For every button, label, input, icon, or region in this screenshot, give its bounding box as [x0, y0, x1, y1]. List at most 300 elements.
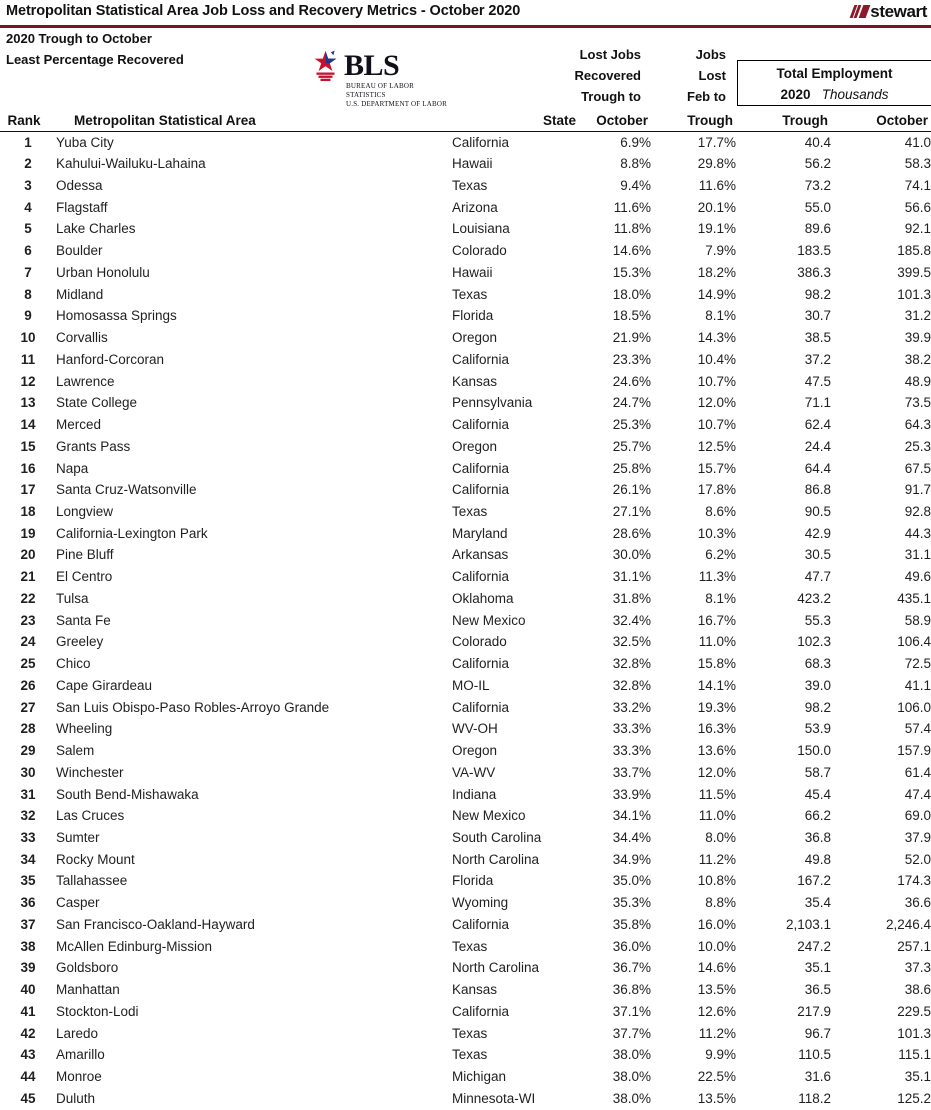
column-header-emp-trough: Trough	[736, 109, 831, 131]
table-cell-emp-october: 92.8	[904, 503, 931, 519]
table-cell-pct-lost: 15.7%	[697, 460, 736, 476]
table-cell-state: Oregon	[452, 743, 498, 759]
table-cell-emp-trough: 36.8	[804, 830, 831, 845]
table-cell-rank: 33	[20, 830, 36, 845]
table-row	[0, 566, 931, 588]
table-cell-msa: Laredo	[56, 1025, 99, 1041]
table-cell-pct-recovered: 18.0%	[612, 286, 651, 302]
table-cell-pct-lost: 14.9%	[697, 286, 736, 302]
table-cell-pct-lost: 19.3%	[697, 699, 736, 715]
table-cell-pct-recovered: 33.2%	[612, 699, 651, 715]
total-employment-units: Thousands	[821, 87, 889, 102]
table-row	[0, 218, 931, 240]
table-cell-msa: Wheeling	[56, 721, 113, 737]
table-cell-pct-recovered: 32.8%	[612, 656, 651, 672]
table-cell-pct-lost: 16.3%	[697, 721, 736, 737]
table-cell-pct-recovered: 32.5%	[612, 634, 651, 650]
group-header-line-1: Lost Jobs	[579, 47, 641, 62]
table-cell-emp-october: 157.9	[897, 743, 931, 759]
column-header-pct-recovered: October	[578, 109, 651, 131]
title-bar	[0, 0, 931, 25]
table-cell-rank: 13	[20, 395, 36, 411]
table-cell-msa: Sumter	[56, 830, 100, 845]
table-cell-emp-trough: 73.2	[804, 177, 831, 193]
table-cell-rank: 30	[20, 764, 36, 780]
table-cell-rank: 12	[20, 373, 36, 389]
table-cell-msa: South Bend-Mishawaka	[56, 786, 199, 802]
table-cell-state: California	[452, 916, 510, 932]
group-header-line-3: Feb to	[687, 89, 726, 104]
table-row	[0, 805, 931, 827]
table-cell-state: Oregon	[452, 330, 498, 346]
table-cell-pct-lost: 6.2%	[705, 547, 736, 563]
table-cell-rank: 18	[20, 503, 36, 519]
table-cell-rank: 44	[20, 1069, 36, 1085]
table-cell-state: California	[452, 351, 510, 367]
table-cell-pct-recovered: 36.7%	[612, 960, 651, 976]
total-employment-year: 2020	[780, 87, 811, 102]
table-row	[0, 175, 931, 197]
table-cell-emp-trough: 386.3	[797, 264, 831, 280]
table-row	[0, 892, 931, 914]
table-cell-state: Florida	[452, 873, 494, 889]
table-cell-emp-october: 35.1	[904, 1069, 931, 1085]
table-row	[0, 501, 931, 523]
table-cell-state: New Mexico	[452, 612, 526, 628]
table-cell-emp-october: 41.0	[904, 134, 931, 150]
table-cell-emp-trough: 56.2	[804, 156, 831, 172]
table-cell-state: California	[452, 1003, 510, 1019]
table-row	[0, 371, 931, 393]
table-cell-emp-october: 48.9	[904, 373, 931, 389]
table-row	[0, 827, 931, 849]
table-row	[0, 631, 931, 653]
table-cell-emp-october: 67.5	[904, 460, 931, 476]
table-cell-state: California	[452, 699, 510, 715]
table-cell-pct-recovered: 6.9%	[620, 134, 651, 150]
table-cell-pct-lost: 10.4%	[697, 351, 736, 367]
table-cell-rank: 9	[24, 308, 32, 324]
table-cell-emp-october: 41.1	[904, 677, 931, 693]
table-cell-rank: 1	[24, 134, 32, 150]
table-cell-state: Maryland	[452, 525, 508, 541]
table-cell-pct-recovered: 37.7%	[612, 1025, 651, 1041]
table-cell-emp-october: 38.2	[904, 351, 931, 367]
table-cell-pct-recovered: 35.8%	[612, 916, 651, 932]
table-cell-pct-recovered: 33.3%	[612, 743, 651, 759]
table-cell-emp-trough: 90.5	[804, 503, 831, 519]
table-cell-emp-october: 174.3	[897, 873, 931, 889]
subtitle-sort: Least Percentage Recovered	[6, 52, 184, 67]
table-cell-emp-trough: 66.2	[804, 808, 831, 824]
table-cell-emp-october: 91.7	[904, 482, 931, 498]
table-cell-msa: El Centro	[56, 569, 113, 585]
table-cell-state: Oregon	[452, 438, 498, 454]
table-cell-pct-recovered: 33.3%	[612, 721, 651, 737]
table-cell-emp-trough: 110.5	[798, 1047, 831, 1063]
subtitle-block	[6, 28, 184, 70]
column-header-msa: Metropolitan Statistical Area	[56, 109, 452, 131]
table-cell-emp-october: 56.6	[904, 199, 931, 215]
table-cell-msa: Grants Pass	[56, 438, 131, 454]
table-cell-state: New Mexico	[452, 808, 526, 824]
column-header-pct-lost: Trough	[651, 109, 736, 131]
table-cell-emp-trough: 24.4	[804, 438, 831, 454]
table-cell-msa: Flagstaff	[56, 199, 108, 215]
table-cell-rank: 40	[20, 982, 36, 998]
total-employment-title: Total Employment	[776, 66, 893, 81]
stewart-logo	[852, 1, 927, 21]
table-cell-msa: Homosassa Springs	[56, 308, 177, 324]
table-row	[0, 414, 931, 436]
table-cell-rank: 14	[20, 417, 36, 433]
table-cell-pct-recovered: 25.7%	[612, 438, 651, 454]
table-cell-pct-recovered: 11.6%	[613, 199, 651, 215]
table-cell-msa: Corvallis	[56, 330, 108, 346]
table-cell-emp-trough: 62.4	[804, 417, 831, 433]
table-cell-emp-october: 36.6	[904, 895, 931, 911]
table-cell-msa: Santa Cruz-Watsonville	[56, 482, 197, 498]
table-cell-emp-trough: 30.7	[804, 308, 831, 324]
table-cell-emp-october: 257.1	[897, 938, 931, 954]
table-row	[0, 240, 931, 262]
table-cell-pct-lost: 20.1%	[697, 199, 736, 215]
table-cell-msa: Lake Charles	[56, 221, 136, 237]
group-header-lost-jobs-recovered	[568, 44, 641, 107]
table-cell-pct-recovered: 35.3%	[612, 895, 651, 911]
table-cell-pct-recovered: 32.8%	[612, 677, 651, 693]
table-row	[0, 153, 931, 175]
table-cell-pct-recovered: 35.0%	[612, 873, 651, 889]
bls-department-line: U.S. DEPARTMENT OF LABOR	[346, 100, 448, 108]
table-cell-state: Texas	[452, 503, 488, 519]
table-cell-state: Colorado	[452, 634, 507, 650]
table-cell-state: California	[452, 656, 510, 672]
table-cell-emp-trough: 423.2	[797, 590, 831, 606]
table-row	[0, 740, 931, 762]
table-row	[0, 762, 931, 784]
table-cell-state: California	[452, 460, 510, 476]
table-cell-emp-october: 37.3	[904, 960, 931, 976]
table-cell-msa: Casper	[56, 895, 100, 911]
table-cell-msa: San Francisco-Oakland-Hayward	[56, 916, 255, 932]
table-cell-emp-trough: 42.9	[804, 525, 831, 541]
table-cell-pct-lost: 12.0%	[697, 395, 736, 411]
table-cell-state: Minnesota-WI	[452, 1090, 536, 1106]
table-cell-msa: Hanford-Corcoran	[56, 351, 165, 367]
table-cell-rank: 16	[20, 460, 36, 476]
table-cell-pct-lost: 11.0%	[698, 808, 736, 824]
table-cell-state: Florida	[452, 308, 494, 324]
table-cell-msa: Salem	[56, 743, 95, 759]
table-cell-emp-trough: 71.1	[804, 395, 831, 411]
table-cell-pct-lost: 13.6%	[697, 743, 736, 759]
table-cell-rank: 35	[20, 873, 36, 889]
bls-star-icon	[308, 50, 342, 82]
total-employment-units-line	[738, 84, 931, 105]
table-cell-pct-recovered: 37.1%	[612, 1003, 651, 1019]
table-cell-emp-october: 74.1	[904, 177, 931, 193]
table-cell-pct-recovered: 31.8%	[612, 590, 651, 606]
table-cell-pct-recovered: 34.1%	[612, 808, 651, 824]
table-row	[0, 697, 931, 719]
table-cell-msa: Amarillo	[56, 1047, 105, 1063]
table-cell-pct-lost: 15.8%	[697, 656, 736, 672]
table-cell-pct-recovered: 21.9%	[612, 330, 651, 346]
table-header-row	[0, 109, 931, 131]
table-cell-state: Hawaii	[452, 156, 493, 172]
table-cell-emp-trough: 98.2	[804, 699, 831, 715]
table-cell-msa: Rocky Mount	[56, 851, 135, 867]
table-cell-emp-trough: 183.5	[797, 243, 831, 259]
table-cell-rank: 11	[20, 351, 36, 367]
table-cell-pct-lost: 8.8%	[705, 895, 736, 911]
table-cell-pct-lost: 10.3%	[697, 525, 736, 541]
table-cell-pct-lost: 16.7%	[697, 612, 736, 628]
table-cell-pct-recovered: 24.7%	[612, 395, 651, 411]
table-row	[0, 936, 931, 958]
table-cell-state: California	[452, 134, 510, 150]
table-row	[0, 392, 931, 414]
table-cell-pct-recovered: 24.6%	[612, 373, 651, 389]
table-cell-emp-october: 44.3	[904, 525, 931, 541]
table-cell-rank: 8	[24, 286, 32, 302]
stewart-wordmark: stewart	[870, 1, 927, 21]
table-cell-emp-trough: 39.0	[804, 677, 831, 693]
table-row	[0, 1088, 931, 1110]
table-cell-rank: 22	[20, 590, 36, 606]
table-cell-pct-recovered: 31.1%	[612, 569, 651, 585]
table-cell-emp-trough: 89.6	[804, 221, 831, 237]
table-cell-emp-october: 52.0	[904, 851, 931, 867]
table-cell-rank: 6	[24, 243, 32, 259]
table-cell-emp-october: 38.6	[904, 982, 931, 998]
table-cell-pct-recovered: 38.0%	[612, 1090, 651, 1106]
table-cell-state: Colorado	[452, 243, 507, 259]
table-cell-pct-recovered: 34.4%	[612, 830, 651, 845]
table-cell-pct-lost: 11.6%	[698, 177, 736, 193]
table-cell-emp-october: 101.3	[897, 1025, 931, 1041]
table-cell-pct-lost: 17.8%	[697, 482, 736, 498]
table-cell-pct-lost: 11.2%	[698, 1025, 736, 1041]
table-cell-emp-trough: 30.5	[804, 547, 831, 563]
bls-bureau-line: BUREAU OF LABOR STATISTICS	[346, 82, 414, 99]
table-cell-emp-trough: 31.6	[804, 1069, 831, 1085]
table-cell-emp-trough: 102.3	[797, 634, 831, 650]
table-cell-emp-october: 115.1	[898, 1047, 931, 1063]
table-cell-rank: 38	[20, 938, 36, 954]
table-cell-msa: Boulder	[56, 243, 103, 259]
table-cell-rank: 41	[20, 1003, 36, 1019]
table-cell-emp-trough: 86.8	[804, 482, 831, 498]
group-header-jobs-lost	[653, 44, 726, 107]
table-row	[0, 914, 931, 936]
table-cell-rank: 25	[20, 656, 36, 672]
table-cell-pct-lost: 19.1%	[697, 221, 736, 237]
table-row	[0, 1001, 931, 1023]
table-cell-pct-recovered: 11.8%	[613, 221, 651, 237]
table-row	[0, 458, 931, 480]
table-cell-rank: 17	[20, 482, 36, 498]
table-cell-state: Texas	[452, 1047, 488, 1063]
table-cell-pct-recovered: 14.6%	[612, 243, 651, 259]
table-cell-msa: Yuba City	[56, 134, 114, 150]
table-cell-state: North Carolina	[452, 960, 540, 976]
table-cell-msa: Lawrence	[56, 373, 115, 389]
table-cell-pct-recovered: 25.8%	[612, 460, 651, 476]
table-cell-rank: 7	[24, 264, 32, 280]
table-cell-state: Wyoming	[452, 895, 509, 911]
table-cell-state: North Carolina	[452, 851, 540, 867]
table-row	[0, 262, 931, 284]
table-cell-emp-trough: 55.3	[804, 612, 831, 628]
table-cell-rank: 15	[20, 438, 36, 454]
column-header-state: State	[452, 109, 578, 131]
table-cell-pct-recovered: 9.4%	[620, 177, 651, 193]
table-cell-pct-lost: 9.9%	[705, 1047, 736, 1063]
table-cell-emp-october: 37.9	[904, 830, 931, 845]
subtitle-period: 2020 Trough to October	[6, 31, 152, 46]
table-cell-pct-recovered: 34.9%	[612, 851, 651, 867]
table-cell-pct-recovered: 25.3%	[612, 417, 651, 433]
table-cell-msa: Monroe	[56, 1069, 102, 1085]
table-cell-pct-lost: 10.7%	[697, 373, 736, 389]
table-cell-state: VA-WV	[452, 764, 496, 780]
table-cell-rank: 2	[24, 156, 32, 172]
table-cell-pct-lost: 13.5%	[697, 1090, 736, 1106]
total-employment-group-box	[737, 60, 931, 106]
table-cell-pct-lost: 17.7%	[697, 134, 736, 150]
table-row	[0, 588, 931, 610]
table-cell-state: South Carolina	[452, 830, 542, 845]
table-cell-emp-trough: 47.5	[804, 373, 831, 389]
table-cell-state: Kansas	[452, 373, 498, 389]
group-header-line-2: Lost	[698, 68, 726, 83]
table-cell-emp-october: 47.4	[904, 786, 931, 802]
table-cell-emp-october: 101.3	[897, 286, 931, 302]
table-cell-emp-trough: 40.4	[804, 134, 831, 150]
table-cell-emp-trough: 55.0	[804, 199, 831, 215]
table-row	[0, 718, 931, 740]
table-cell-emp-trough: 68.3	[804, 656, 831, 672]
table-cell-rank: 29	[20, 743, 36, 759]
table-cell-msa: Odessa	[56, 177, 103, 193]
table-cell-state: WV-OH	[452, 721, 498, 737]
table-cell-pct-recovered: 33.9%	[612, 786, 651, 802]
table-cell-pct-recovered: 23.3%	[612, 351, 651, 367]
metrics-table	[0, 109, 931, 1110]
table-cell-msa: Cape Girardeau	[56, 677, 153, 693]
table-cell-emp-october: 69.0	[904, 808, 931, 824]
table-cell-emp-trough: 49.8	[804, 851, 831, 867]
table-row	[0, 523, 931, 545]
table-cell-emp-trough: 58.7	[804, 764, 831, 780]
table-cell-rank: 10	[20, 330, 36, 346]
table-cell-pct-lost: 10.0%	[697, 938, 736, 954]
table-cell-emp-october: 73.5	[904, 395, 931, 411]
page-title: Metropolitan Statistical Area Job Loss and Recovery Metrics - October 2020	[6, 3, 521, 19]
table-cell-state: Louisiana	[452, 221, 510, 237]
table-row	[0, 349, 931, 371]
table-cell-emp-trough: 118.2	[798, 1090, 831, 1106]
table-cell-msa: State College	[56, 395, 138, 411]
table-cell-pct-lost: 8.0%	[705, 830, 736, 845]
table-cell-rank: 20	[20, 547, 36, 563]
table-cell-msa: California-Lexington Park	[56, 525, 208, 541]
table-row	[0, 327, 931, 349]
table-cell-rank: 24	[20, 634, 36, 650]
table-cell-rank: 5	[24, 221, 32, 237]
table-cell-emp-trough: 35.4	[804, 895, 831, 911]
table-cell-pct-lost: 11.5%	[698, 786, 736, 802]
table-cell-emp-october: 185.8	[897, 243, 931, 259]
table-cell-pct-lost: 8.6%	[705, 503, 736, 519]
table-cell-emp-trough: 96.7	[804, 1025, 831, 1041]
table-cell-pct-lost: 22.5%	[697, 1069, 736, 1085]
table-cell-emp-october: 58.3	[904, 156, 931, 172]
group-header-line-1: Jobs	[695, 47, 726, 62]
table-row	[0, 479, 931, 501]
table-cell-emp-october: 106.0	[897, 699, 931, 715]
table-cell-state: California	[452, 482, 510, 498]
metrics-table-wrapper	[0, 109, 931, 1110]
table-row	[0, 849, 931, 871]
table-cell-msa: McAllen Edinburg-Mission	[56, 938, 213, 954]
bls-logo	[308, 49, 448, 108]
table-cell-rank: 28	[20, 721, 36, 737]
table-cell-state: Arkansas	[452, 547, 509, 563]
table-cell-rank: 26	[20, 677, 36, 693]
table-cell-emp-october: 49.6	[904, 569, 931, 585]
table-cell-pct-lost: 12.0%	[697, 764, 736, 780]
table-cell-pct-lost: 7.9%	[705, 243, 736, 259]
table-cell-pct-recovered: 33.7%	[612, 764, 651, 780]
table-cell-pct-lost: 14.3%	[697, 330, 736, 346]
table-cell-pct-lost: 18.2%	[697, 264, 736, 280]
table-cell-pct-recovered: 36.0%	[612, 938, 651, 954]
table-cell-msa: Merced	[56, 417, 102, 433]
table-cell-emp-trough: 36.5	[804, 982, 831, 998]
table-cell-msa: Goldsboro	[56, 960, 119, 976]
table-cell-msa: Stockton-Lodi	[56, 1003, 139, 1019]
table-cell-msa: Pine Bluff	[56, 547, 114, 563]
table-cell-state: Texas	[452, 286, 488, 302]
table-cell-msa: Greeley	[56, 634, 104, 650]
table-cell-rank: 3	[24, 177, 32, 193]
table-cell-state: Oklahoma	[452, 590, 514, 606]
table-cell-emp-october: 64.3	[904, 417, 931, 433]
table-cell-emp-trough: 38.5	[804, 330, 831, 346]
table-row	[0, 544, 931, 566]
table-row	[0, 653, 931, 675]
table-cell-rank: 37	[20, 916, 36, 932]
table-row	[0, 610, 931, 632]
table-cell-rank: 36	[20, 895, 36, 911]
table-cell-pct-lost: 12.5%	[697, 438, 736, 454]
table-cell-emp-october: 435.1	[897, 590, 931, 606]
table-cell-emp-trough: 47.7	[804, 569, 831, 585]
group-header-line-2: Recovered	[574, 68, 641, 83]
table-row	[0, 784, 931, 806]
table-cell-state: California	[452, 417, 510, 433]
table-cell-rank: 27	[20, 699, 36, 715]
table-cell-msa: Urban Honolulu	[56, 264, 150, 280]
table-cell-msa: Chico	[56, 656, 91, 672]
column-header-emp-october: October	[831, 109, 931, 131]
table-cell-state: Indiana	[452, 786, 497, 802]
table-cell-emp-trough: 2,103.1	[785, 916, 831, 932]
group-header-line-3: Trough to	[581, 89, 641, 104]
